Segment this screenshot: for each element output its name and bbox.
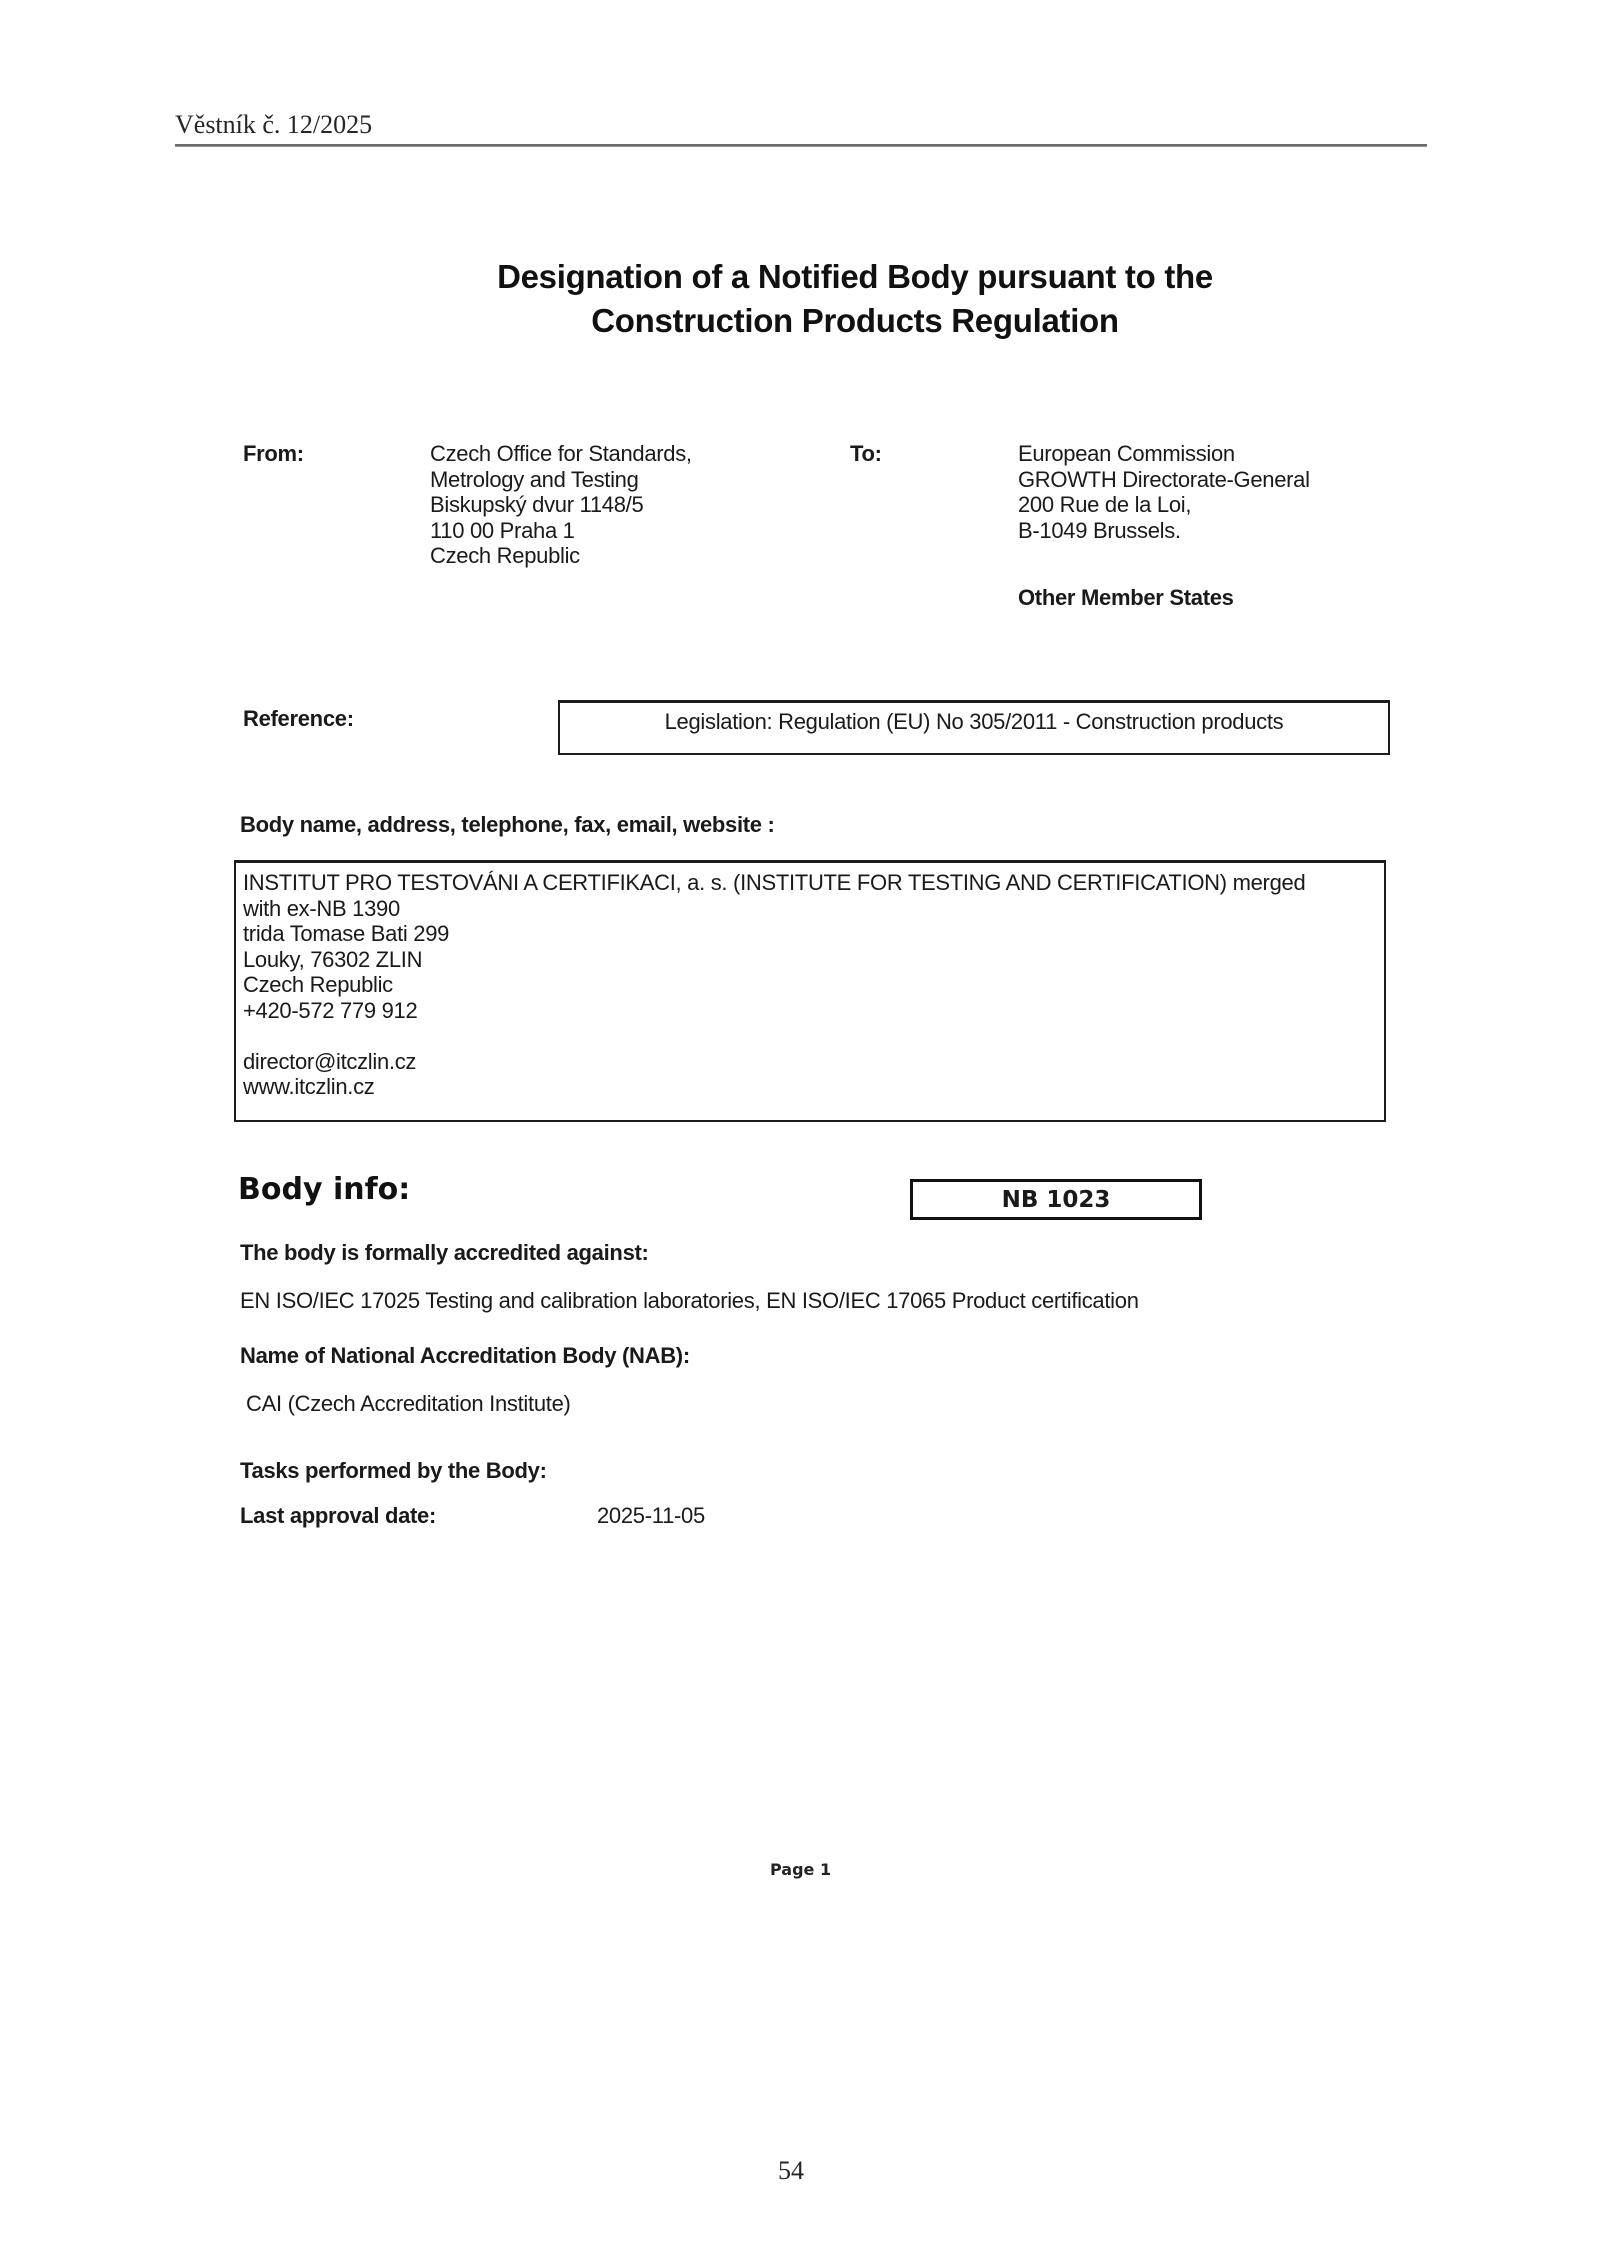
reference-label: Reference: [243, 706, 354, 731]
last-approval-date-label: Last approval date: [240, 1503, 437, 1528]
document-title-line2: Construction Products Regulation [591, 302, 1119, 339]
bulletin-page-number: 54 [778, 2156, 804, 2185]
nb-number-box [910, 1179, 1202, 1220]
document-title [310, 255, 1400, 343]
from-address [430, 441, 692, 569]
to-address-line: 200 Rue de la Loi, [1018, 492, 1192, 517]
accredited-against-value: EN ISO/IEC 17025 Testing and calibration laboratories, EN ISO/IEC 17065 Product certification [240, 1288, 1139, 1313]
body-contact-line: Czech Republic [243, 972, 393, 997]
body-contact-website: www.itczlin.cz [243, 1074, 375, 1099]
from-address-line: Biskupský dvur 1148/5 [430, 492, 644, 517]
body-contact-line: trida Tomase Bati 299 [243, 921, 450, 946]
body-contact-blank-line [243, 1023, 1374, 1049]
nab-heading: Name of National Accreditation Body (NAB): [240, 1343, 690, 1368]
body-contact-heading: Body name, address, telephone, fax, email, website : [240, 812, 775, 837]
nab-value: CAI (Czech Accreditation Institute) [246, 1391, 571, 1416]
body-contact-phone: +420-572 779 912 [243, 997, 418, 1023]
to-address-line: GROWTH Directorate-General [1018, 466, 1310, 492]
from-address-line: 110 00 Praha 1 [430, 517, 575, 543]
other-member-states: Other Member States [1018, 585, 1234, 610]
body-contact-email: director@itczlin.cz [243, 1048, 417, 1074]
body-contact-box [234, 860, 1386, 1122]
accredited-against-heading: The body is formally accredited against: [240, 1240, 649, 1265]
last-approval-date-value: 2025-11-05 [597, 1503, 705, 1528]
header-rule [175, 144, 1427, 147]
body-contact-line: INSTITUT PRO TESTOVÁNI A CERTIFIKACI, a. s. (INSTITUTE FOR TESTING AND CERTIFICATION) merged [243, 870, 1306, 895]
from-address-line: Czech Republic [430, 543, 580, 568]
to-address [1018, 441, 1310, 543]
body-info-heading: Body info: [238, 1172, 411, 1207]
document-title-line1: Designation of a Notified Body pursuant to the [497, 258, 1213, 295]
from-address-line: Metrology and Testing [430, 466, 639, 492]
reference-value: Legislation: Regulation (EU) No 305/2011 - Construction products [664, 709, 1284, 734]
form-page-label: Page 1 [770, 1860, 832, 1879]
to-address-line: European Commission [1018, 441, 1235, 466]
body-contact-line: Louky, 76302 ZLIN [243, 946, 423, 972]
tasks-performed-heading: Tasks performed by the Body: [240, 1458, 547, 1483]
from-address-line: Czech Office for Standards, [430, 441, 692, 466]
body-contact-line: with ex-NB 1390 [243, 895, 400, 921]
to-label: To: [850, 441, 882, 466]
to-address-line: B-1049 Brussels. [1018, 517, 1181, 543]
nb-number: NB 1023 [1001, 1187, 1111, 1213]
reference-box [558, 700, 1390, 755]
from-label: From: [243, 441, 304, 466]
bulletin-header: Věstník č. 12/2025 [175, 110, 373, 139]
